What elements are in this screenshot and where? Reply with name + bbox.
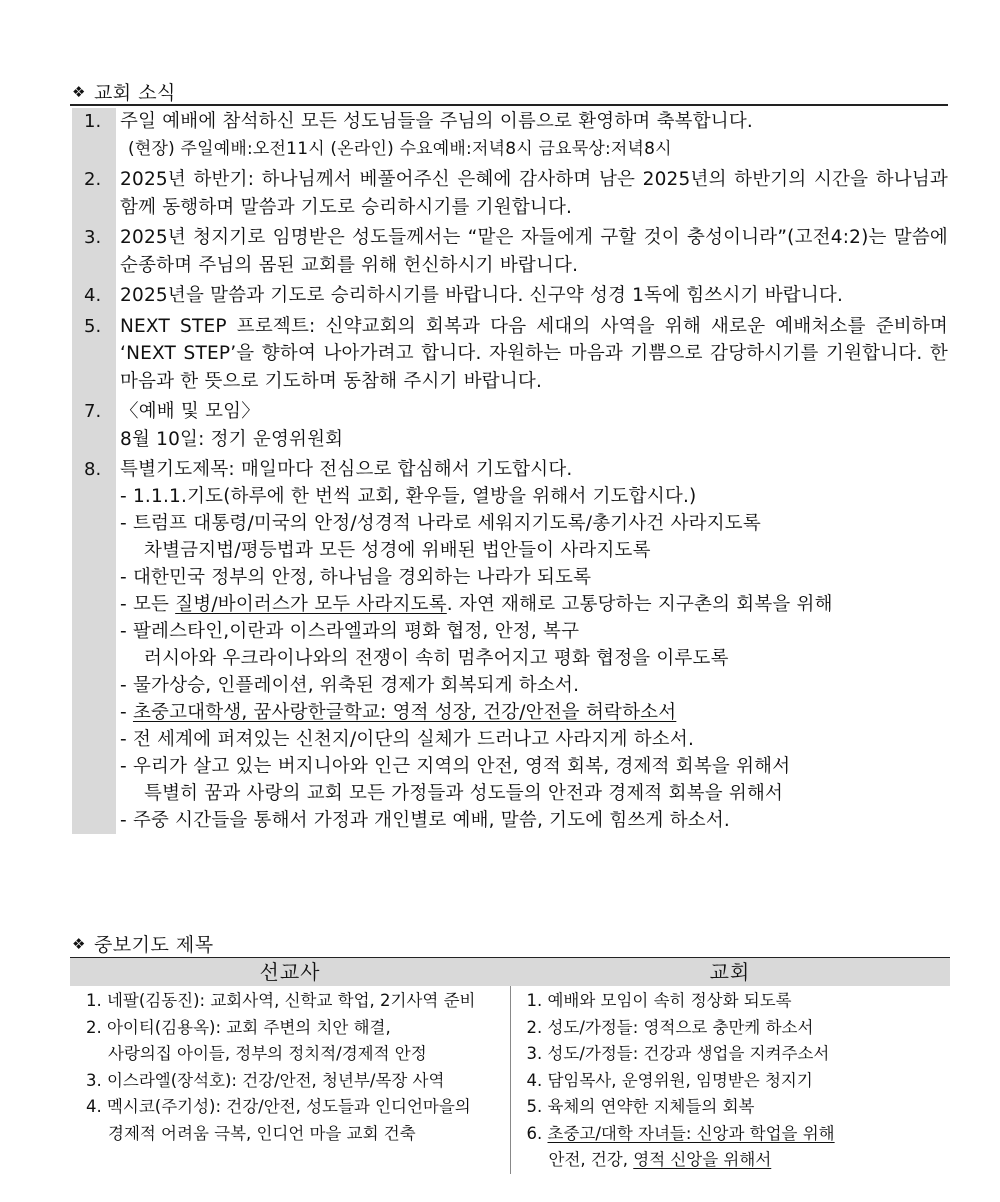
missionary-column-header: 선교사 <box>259 960 321 984</box>
prayer-item: - 우리가 살고 있는 버지니아와 인근 지역의 안전, 영적 회복, 경제적 회복을 위해서 <box>120 756 791 777</box>
schedule-entry: 8월 10일: 정기 운영위원회 <box>120 428 344 450</box>
underlined-text: 질병/바이러스가 모두 사라지도록 <box>175 594 447 615</box>
schedule-heading: 〈예배 및 모임〉 <box>120 401 260 422</box>
news-item-3 <box>72 224 948 282</box>
news-item-1 <box>72 108 948 166</box>
church-item: 6. 초중고/대학 자녀들: 신앙과 학업을 위해 <box>526 1123 835 1143</box>
news-item-text: 2025년 하반기: 하나님께서 베풀어주신 은혜에 감사하며 남은 2025년의 하반기의 시간을 하나님과 함께 동행하며 말씀과 기도로 승리하시기를 기원합니다. <box>120 169 948 218</box>
news-item-number: 5. <box>72 313 116 399</box>
diamond-bullet-icon: ❖ <box>72 934 86 953</box>
news-item-number: 1. <box>72 108 116 166</box>
intercession-table-header <box>70 957 950 986</box>
prayer-item: - 트럼프 대통령/미국의 안정/성경적 나라로 세워지기도록/총기사건 사라지도록 <box>120 513 761 534</box>
underlined-text: 영적 신앙을 위해서 <box>633 1150 772 1169</box>
missionary-item: 1. 네팔(김동진): 교회사역, 신학교 학업, 2기사역 준비 <box>86 991 476 1010</box>
news-section-title <box>72 78 176 105</box>
news-title-text: 교회 소식 <box>93 82 176 104</box>
church-item: 5. 육체의 연약한 지체들의 회복 <box>526 1097 755 1116</box>
prayer-item-cont: 차별금지법/평등법과 모든 성경에 위배된 법안들이 사라지도록 <box>144 540 651 561</box>
church-item: 2. 성도/가정들: 영적으로 충만케 하소서 <box>526 1017 814 1037</box>
prayer-item: - 주중 시간들을 통해서 가정과 개인별로 예배, 말씀, 기도에 힘쓰게 하소서. <box>120 810 730 831</box>
news-item-2 <box>72 166 948 224</box>
intercession-table <box>70 957 950 1174</box>
prayer-item: - 전 세계에 퍼져있는 신천지/이단의 실체가 드러나고 사라지게 하소서. <box>120 729 695 750</box>
news-item-text: 2025년 청지기로 임명받은 성도들께서는 “맡은 자들에게 구할 것이 충성이니라”(고전4:2)는 말씀에 순종하며 주님의 몸된 교회를 위해 헌신하시기 바랍니다. <box>120 227 948 276</box>
news-item-text: 2025년을 말씀과 기도로 승리하시기를 바랍니다. 신구약 성경 1독에 힘쓰시기 바랍니다. <box>120 285 844 306</box>
news-item-number: 2. <box>72 166 116 224</box>
news-list <box>72 108 948 834</box>
news-item-5 <box>72 313 948 399</box>
church-item: 4. 담임목사, 운영위원, 임명받은 청지기 <box>526 1070 813 1090</box>
church-item: 1. 예배와 모임이 속히 정상화 되도록 <box>526 991 792 1010</box>
prayer-item: - 1.1.1.기도(하루에 한 번씩 교회, 환우들, 열방을 위해서 기도합시다.) <box>120 486 697 507</box>
missionary-item: 4. 멕시코(주기성): 건강/안전, 성도들과 인디언마을의 <box>86 1097 471 1116</box>
underlined-text: 초중고/대학 자녀들: 신앙과 학업을 위해 <box>547 1123 835 1143</box>
prayer-item: - 모든 질병/바이러스가 모두 사라지도록. 자연 재해로 고통당하는 지구촌의 회복을 위해 <box>120 594 833 615</box>
underlined-text: 초중고대학생, 꿈사랑한글학교: 영적 성장, 건강/안전을 허락하소서 <box>132 702 677 723</box>
church-column <box>511 986 951 1174</box>
news-item-number: 8. <box>72 456 116 834</box>
news-item-number: 4. <box>72 282 116 313</box>
missionary-item: 2. 아이티(김용옥): 교회 주변의 치안 해결, <box>86 1017 391 1037</box>
service-times: (현장) 주일예배:오전11시 (온라인) 수요예배:저녁8시 금요묵상:저녁8시 <box>128 138 672 159</box>
prayer-item: - 초중고대학생, 꿈사랑한글학교: 영적 성장, 건강/안전을 허락하소서 <box>120 702 677 723</box>
prayer-item-cont: 러시아와 우크라이나와의 전쟁이 속히 멈추어지고 평화 협정을 이루도록 <box>144 648 729 669</box>
news-item-4 <box>72 282 948 313</box>
church-column-header: 교회 <box>709 960 751 984</box>
missionary-item-cont: 사랑의집 아이들, 정부의 정치적/경제적 안정 <box>108 1044 427 1063</box>
prayer-heading: 특별기도제목: 매일마다 전심으로 합심해서 기도합시다. <box>120 459 573 480</box>
news-item-8 <box>72 456 948 834</box>
diamond-bullet-icon: ❖ <box>72 82 86 101</box>
missionary-column <box>70 986 511 1174</box>
prayer-section-title <box>72 930 214 957</box>
news-item-number: 7. <box>72 398 116 456</box>
prayer-item: - 대한민국 정부의 안정, 하나님을 경외하는 나라가 되도록 <box>120 567 592 588</box>
missionary-item: 3. 이스라엘(장석호): 건강/안전, 청년부/목장 사역 <box>86 1070 445 1090</box>
news-divider <box>70 104 948 106</box>
news-item-number: 3. <box>72 224 116 282</box>
prayer-item-cont: 특별히 꿈과 사랑의 교회 모든 가정들과 성도들의 안전과 경제적 회복을 위해서 <box>144 783 784 804</box>
church-item: 3. 성도/가정들: 건강과 생업을 지켜주소서 <box>526 1044 830 1063</box>
prayer-item: - 물가상승, 인플레이션, 위축된 경제가 회복되게 하소서. <box>120 675 580 696</box>
news-item-text: NEXT STEP 프로젝트: 신약교회의 회복과 다음 세대의 사역을 위해 새로운 예배처소를 준비하며 ‘NEXT STEP’을 향하여 나아가려고 합니다. 자원하는 마음과 기쁨으로 감당하시기를 기원합니다. 한 마음과 한 뜻으로 기도하며 동참해 주시기 바랍니다. <box>120 315 948 392</box>
missionary-item-cont: 경제적 어려움 극복, 인디언 마을 교회 건축 <box>108 1123 416 1143</box>
prayer-title-text: 중보기도 제목 <box>93 934 214 956</box>
prayer-item: - 팔레스타인,이란과 이스라엘과의 평화 협정, 안정, 복구 <box>120 621 580 642</box>
news-item-7 <box>72 398 948 456</box>
news-item-text: 주일 예배에 참석하신 모든 성도님들을 주님의 이름으로 환영하며 축복합니다. <box>120 111 754 132</box>
church-item-cont: 안전, 건강, 영적 신앙을 위해서 <box>548 1150 772 1169</box>
